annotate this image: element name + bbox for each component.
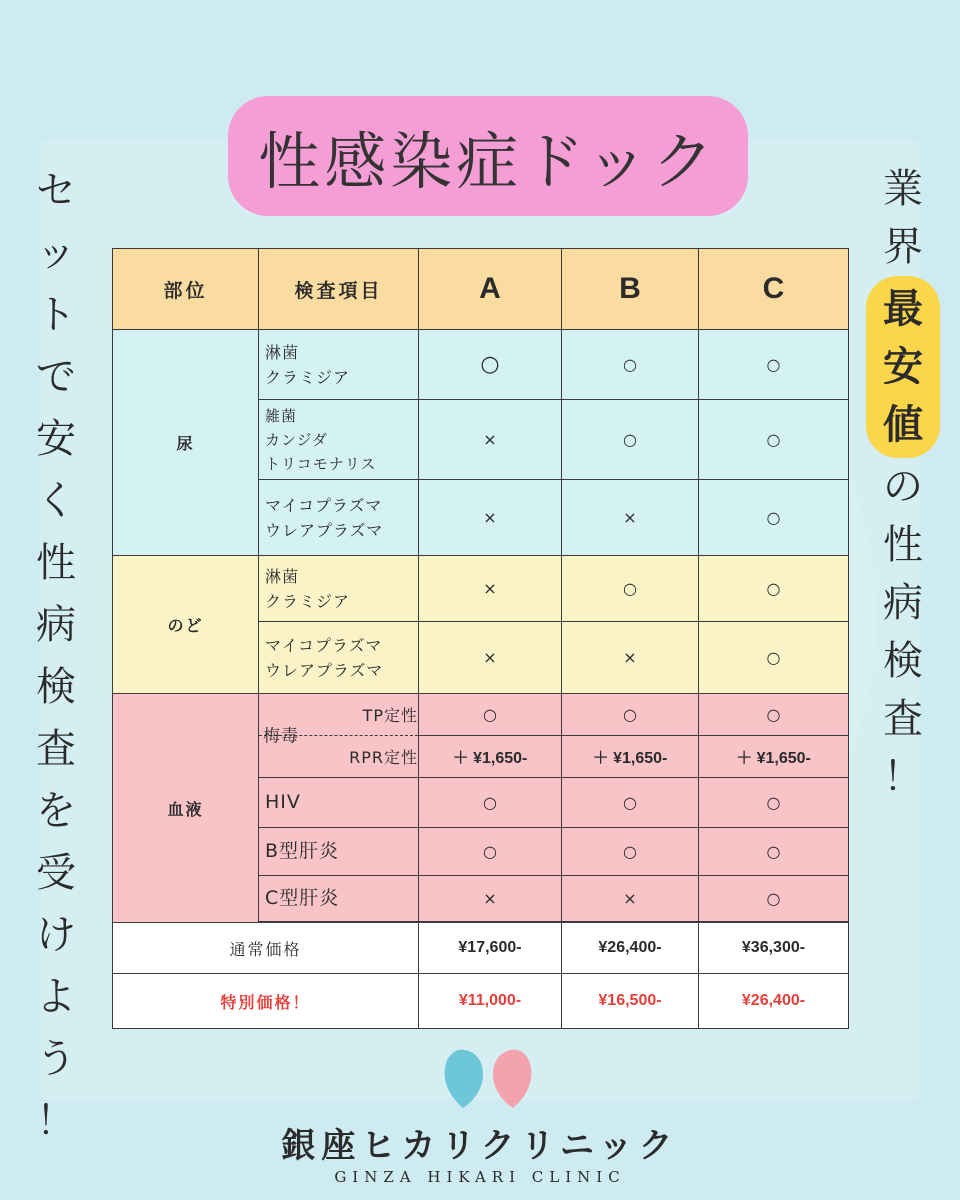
left-tagline-char: ッ [36, 230, 76, 276]
highlight-char: 最 [883, 286, 923, 332]
item-cell [259, 556, 419, 622]
lowest-price-highlight [866, 276, 940, 458]
mark-a: × [419, 876, 562, 922]
normal-price-a: ¥17,600- [419, 923, 562, 974]
normal-price-row [113, 923, 849, 974]
mark-c: ○ [699, 400, 849, 480]
item-line: 淋菌 [265, 566, 300, 586]
special-price-row [113, 974, 849, 1029]
item-cell: C型肝炎 [259, 876, 419, 922]
right-tagline-char: 性 [883, 522, 923, 568]
item-line: 雑菌 [265, 406, 298, 425]
mark-c: ○ [699, 876, 849, 922]
mark-c: ○ [699, 778, 849, 828]
item-line: マイコプラズマ [265, 495, 383, 515]
left-tagline-char: く [36, 478, 76, 524]
page-title [228, 96, 748, 216]
left-tagline-char: 性 [36, 540, 76, 586]
special-price-b: ¥16,500- [562, 974, 699, 1029]
page-title-text: 性感染症ドック [258, 124, 718, 198]
right-tagline [866, 160, 940, 806]
table-row [113, 556, 849, 622]
highlight-char: 安 [883, 344, 923, 390]
mark-a: × [419, 400, 562, 480]
item-cell [259, 330, 419, 400]
header-part: 部位 [113, 249, 259, 330]
right-tagline-char: 査 [883, 696, 923, 742]
mark-b: ○ [562, 778, 699, 828]
mark-c: ○ [699, 330, 849, 400]
mark-a: × [419, 622, 562, 694]
mark-a: × [419, 556, 562, 622]
item-cell: HIV [259, 778, 419, 828]
mark-a: ○ [419, 828, 562, 876]
item-cell [259, 480, 419, 556]
item-line: トリコモナリス [265, 454, 377, 473]
left-tagline-char: 安 [36, 416, 76, 462]
syphilis-rpr [259, 726, 419, 778]
normal-price-label: 通常価格 [113, 923, 419, 974]
mark-a: ○ [419, 330, 562, 400]
highlight-char: 値 [883, 402, 923, 448]
part-blood: 血液 [113, 694, 259, 923]
right-tagline-char: ！ [883, 754, 923, 800]
item-line: クラミジア [265, 367, 351, 387]
mark-c: ○ [699, 694, 849, 736]
clinic-name-en: GINZA HIKARI CLINIC [334, 1168, 626, 1186]
table-row [113, 694, 849, 736]
item-line: ウレアプラズマ [265, 520, 384, 540]
part-urine: 尿 [113, 330, 259, 556]
syphilis-rpr-label: RPR定性 [349, 748, 418, 767]
right-tagline-char: 病 [883, 580, 923, 626]
left-tagline-char: け [36, 912, 76, 958]
rpr-price-c: ＋ ¥1,650- [699, 736, 849, 778]
left-tagline-char: を [36, 788, 76, 834]
mark-c: ○ [699, 480, 849, 556]
mark-b: ○ [562, 556, 699, 622]
left-tagline-char: 病 [36, 602, 76, 648]
right-tagline-char: 業 [883, 166, 923, 212]
header-plan-b: B [562, 249, 699, 330]
left-tagline-char: で [36, 354, 76, 400]
test-price-table [112, 248, 849, 1029]
part-throat: のど [113, 556, 259, 694]
header-plan-c: C [699, 249, 849, 330]
mark-b: ○ [562, 400, 699, 480]
item-line: 淋菌 [265, 342, 300, 362]
item-cell: B型肝炎 [259, 828, 419, 876]
mark-b: × [562, 480, 699, 556]
left-tagline-char: 検 [36, 664, 76, 710]
left-tagline-char: セ [36, 168, 76, 214]
mark-b: ○ [562, 828, 699, 876]
syphilis-tp-label: TP定性 [362, 706, 418, 725]
left-tagline-char: 受 [36, 850, 76, 896]
normal-price-c: ¥36,300- [699, 923, 849, 974]
mark-a: × [419, 480, 562, 556]
mark-b: × [562, 876, 699, 922]
left-tagline-char: 査 [36, 726, 76, 772]
left-tagline-char: う [36, 1036, 76, 1082]
left-tagline-char: ！ [36, 1098, 76, 1144]
left-tagline-char: よ [36, 974, 76, 1020]
item-line: マイコプラズマ [265, 635, 383, 655]
syphilis-prefix: 梅毒 [263, 726, 299, 747]
left-tagline-char: ト [36, 292, 76, 338]
clinic-logo-icon [441, 1046, 535, 1108]
table-header-row [113, 249, 849, 330]
left-tagline [32, 160, 80, 1152]
logo-pink-drop [493, 1050, 531, 1108]
rpr-price-b: ＋ ¥1,650- [562, 736, 699, 778]
mark-a: ○ [419, 778, 562, 828]
item-line: ウレアプラズマ [265, 660, 384, 680]
mark-a: ○ [419, 694, 562, 736]
mark-c: ○ [699, 556, 849, 622]
mark-b: ○ [562, 694, 699, 736]
header-plan-a: A [419, 249, 562, 330]
table-row [113, 330, 849, 400]
special-price-c: ¥26,400- [699, 974, 849, 1029]
clinic-name: 銀座ヒカリクリニック [281, 1126, 679, 1166]
rpr-price-a: ＋ ¥1,650- [419, 736, 562, 778]
mark-b: ○ [562, 330, 699, 400]
special-price-a: ¥11,000- [419, 974, 562, 1029]
header-item: 検査項目 [259, 249, 419, 330]
special-price-label: 特別価格！ [113, 974, 419, 1029]
logo-blue-drop [445, 1050, 483, 1108]
mark-b: × [562, 622, 699, 694]
item-cell [259, 400, 419, 480]
right-tagline-char: 界 [883, 224, 923, 270]
mark-c: ○ [699, 622, 849, 694]
item-cell [259, 622, 419, 694]
normal-price-b: ¥26,400- [562, 923, 699, 974]
right-tagline-char: 検 [883, 638, 923, 684]
mark-c: ○ [699, 828, 849, 876]
item-line: クラミジア [265, 591, 351, 611]
item-line: カンジダ [265, 430, 329, 449]
right-tagline-char: の [883, 464, 923, 510]
